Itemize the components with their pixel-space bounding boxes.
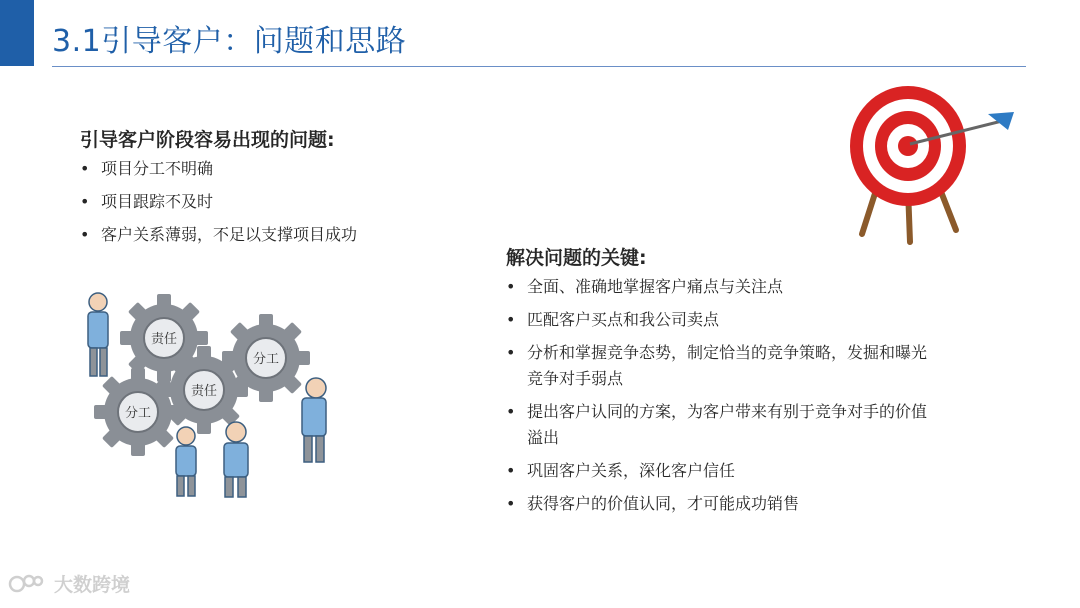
solutions-heading: 解决问题的关键:: [506, 247, 647, 269]
problems-list: [80, 156, 440, 255]
title-accent-block: [0, 0, 34, 66]
target-arrow-illustration: [838, 84, 1028, 254]
list-item: • 巩固客户关系，深化客户信任: [506, 458, 936, 484]
title-divider: [52, 66, 1026, 67]
gear-label: 责任: [190, 384, 218, 399]
bullseye-icon: [850, 86, 966, 206]
gear-label: 分工: [124, 406, 152, 421]
watermark-text: 大数跨境: [54, 574, 131, 596]
gear-label: 分工: [252, 352, 280, 367]
person-figure: [302, 378, 326, 462]
teamwork-gears-illustration: [76, 280, 332, 500]
list-item: • 全面、准确地掌握客户痛点与关注点: [506, 274, 936, 300]
solutions-list: [506, 274, 936, 524]
problems-heading: 引导客户阶段容易出现的问题:: [80, 129, 335, 151]
brand-logo-icon: [8, 572, 44, 596]
person-figure: [224, 422, 248, 497]
list-item: • 项目分工不明确: [80, 156, 440, 182]
list-item: • 获得客户的价值认同，才可能成功销售: [506, 491, 936, 517]
list-item: • 客户关系薄弱，不足以支撑项目成功: [80, 222, 440, 248]
list-item: • 匹配客户买点和我公司卖点: [506, 307, 936, 333]
person-figure: [88, 293, 108, 376]
person-figure: [176, 427, 196, 496]
gear-label: 责任: [150, 332, 178, 347]
list-item: • 项目跟踪不及时: [80, 189, 440, 215]
list-item: • 提出客户认同的方案，为客户带来有别于竞争对手的价值溢出: [506, 399, 936, 451]
slide-title: 3.1引导客户：问题和思路: [52, 24, 407, 59]
watermark: [8, 570, 130, 597]
list-item: • 分析和掌握竞争态势，制定恰当的竞争策略，发掘和曝光竞争对手弱点: [506, 340, 936, 392]
